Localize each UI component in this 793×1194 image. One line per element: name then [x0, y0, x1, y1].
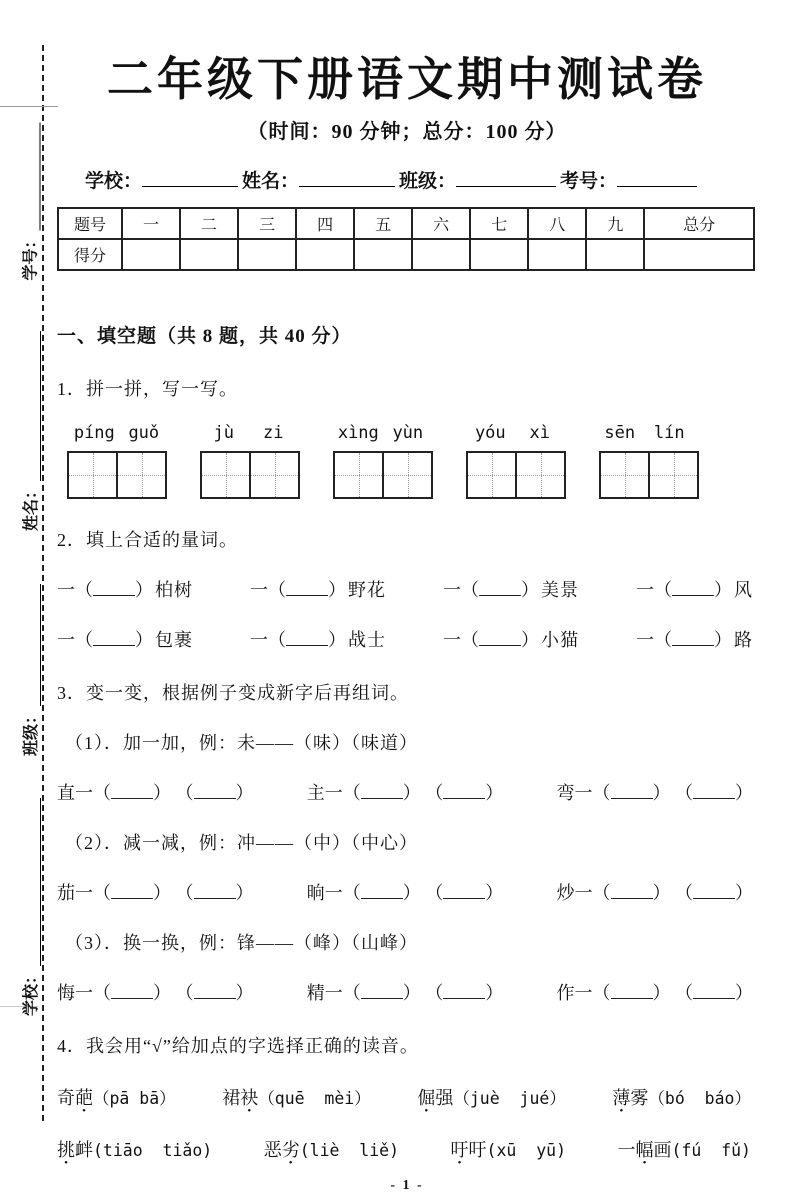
writing-grid [599, 451, 699, 499]
score-table-cell: 三 [238, 208, 296, 239]
score-table-cell: 七 [470, 208, 528, 239]
writing-grid-cell [69, 453, 116, 497]
blank-field [443, 780, 485, 799]
score-table-empty-cell [644, 239, 754, 270]
blank-field [611, 980, 653, 999]
margin-field-class [17, 566, 41, 756]
score-table-empty-cell [296, 239, 354, 270]
question-2-text: 2．填上合适的量词。 [57, 530, 238, 551]
writing-grid-cell [335, 453, 382, 497]
blank-field [693, 980, 735, 999]
dotted-character: 挑 [57, 1140, 75, 1161]
margin-field-school [17, 776, 41, 1016]
score-table-empty-cell [180, 239, 238, 270]
question-3-sub1: （1）．加一加，例：未——（味）（味道） [65, 733, 418, 754]
blank-field [93, 577, 135, 596]
margin-field-label: 班级： [23, 707, 40, 756]
blank-field [286, 577, 328, 596]
word-change-item: 作一（ ） （ ） [557, 979, 754, 1005]
seal-dashed-line [42, 45, 44, 1121]
pinyin-label: píng guǒ [73, 423, 160, 444]
measure-word-row [57, 626, 757, 652]
score-table-cell: 八 [528, 208, 586, 239]
info-field-class: 班级： [399, 166, 556, 193]
writing-grid [466, 451, 566, 499]
word-change-item: 悔一（ ） （ ） [57, 979, 254, 1005]
blank-field [142, 166, 238, 187]
score-table-cell: 总分 [644, 208, 754, 239]
pronunciation-row [57, 1136, 757, 1162]
blank-field [299, 166, 395, 187]
blank-field [693, 880, 735, 899]
dotted-character: 吁 [450, 1140, 469, 1161]
score-table-cell: 二 [180, 208, 238, 239]
dotted-character: 袂 [240, 1088, 259, 1109]
measure-word-item: 一（ ） 野花 [250, 576, 386, 602]
score-table-empty-cell [354, 239, 412, 270]
blank-field [361, 780, 403, 799]
word-change-row [57, 879, 757, 905]
writing-grid-cell [648, 453, 697, 497]
measure-word-item: 一（ ） 战士 [250, 626, 386, 652]
blank-field [361, 980, 403, 999]
measure-word-item: 一（ ） 小猫 [443, 626, 579, 652]
score-table-cell: 题号 [58, 208, 122, 239]
measure-word-row [57, 576, 757, 602]
measure-word-item: 一（ ） 路 [636, 626, 753, 652]
word-change-row [57, 779, 757, 805]
word-change-item: 主一（ ） （ ） [307, 779, 504, 805]
score-table [57, 207, 755, 271]
pronunciation-item: 一幅画(fú fǔ) [618, 1136, 751, 1162]
pronunciation-item: 裙袂（quē mèi） [222, 1084, 370, 1110]
score-table-score-row [58, 239, 754, 270]
info-field-exam-number: 考号： [560, 166, 697, 193]
blank-field [672, 577, 714, 596]
writing-grid-cell [202, 453, 249, 497]
blank-field [194, 880, 236, 899]
question-4-text: 4．我会用“√”给加点的字选择正确的读音。 [57, 1036, 419, 1057]
writing-grid [200, 451, 300, 499]
dotted-character: 幅 [635, 1140, 654, 1161]
pinyin-label: jù zi [213, 423, 284, 444]
exam-title: 二年级下册语文期中测试卷 [107, 53, 707, 105]
pronunciation-item: 倔强（juè jué） [417, 1084, 565, 1110]
pronunciation-row [57, 1084, 757, 1110]
writing-grid-cell [515, 453, 564, 497]
blank-field [456, 166, 556, 187]
blank-field [479, 627, 521, 646]
margin-field-student-id [17, 106, 41, 281]
score-table-empty-cell [238, 239, 296, 270]
info-field-school: 学校： [85, 166, 238, 193]
exam-subtitle: （时间：90 分钟；总分：100 分） [247, 121, 567, 144]
writing-grid [67, 451, 167, 499]
blank-field [611, 780, 653, 799]
writing-grid-cell [382, 453, 431, 497]
score-table-cell: 得分 [58, 239, 122, 270]
writing-grid-cell [601, 453, 648, 497]
pronunciation-item: 吁吁(xū yū) [451, 1136, 566, 1162]
pinyin-label: yóu xì [474, 423, 551, 444]
pinyin-row [57, 423, 757, 443]
dotted-character: 倔 [417, 1088, 436, 1109]
score-table-empty-cell [122, 239, 180, 270]
pinyin-label: xìng yùn [337, 423, 424, 444]
word-change-item: 直一（ ） （ ） [57, 779, 254, 805]
score-table-cell: 六 [412, 208, 470, 239]
margin-field-name [17, 311, 41, 531]
score-table-header-row [58, 208, 754, 239]
blank-field [672, 627, 714, 646]
pronunciation-item: 恶劣(liè liě) [264, 1136, 399, 1162]
blank-field [479, 577, 521, 596]
writing-grid-cell [468, 453, 515, 497]
main-content [57, 0, 757, 1194]
blank-field [111, 880, 153, 899]
info-field-name: 姓名： [242, 166, 395, 193]
blank-field [23, 331, 41, 481]
measure-word-item: 一（ ） 柏树 [57, 576, 193, 602]
writing-grid-cell [116, 453, 165, 497]
blank-field [443, 880, 485, 899]
question-1-text: 1．拼一拼，写一写。 [57, 379, 238, 400]
score-table-empty-cell [528, 239, 586, 270]
section-1-heading: 一、填空题（共 8 题，共 40 分） [57, 326, 352, 348]
word-change-item: 弯一（ ） （ ） [557, 779, 754, 805]
measure-word-item: 一（ ） 美景 [443, 576, 579, 602]
question-3-text: 3．变一变，根据例子变成新字后再组词。 [57, 683, 409, 704]
blank-field [111, 980, 153, 999]
blank-field [23, 584, 41, 706]
margin-field-label: 学校： [23, 967, 40, 1016]
blank-field [93, 627, 135, 646]
dotted-character: 薄 [612, 1088, 631, 1109]
blank-field [617, 166, 697, 187]
measure-word-item: 一（ ） 风 [636, 576, 753, 602]
pronunciation-item: 挑衅(tiāo tiǎo) [57, 1136, 212, 1162]
writing-grid [333, 451, 433, 499]
score-table-cell: 一 [122, 208, 180, 239]
student-info-line [57, 166, 757, 193]
dotted-character: 葩 [75, 1088, 93, 1109]
margin-field-label: 姓名： [23, 482, 40, 531]
word-change-item: 晌一（ ） （ ） [307, 879, 504, 905]
blank-field [23, 798, 41, 966]
blank-field [194, 980, 236, 999]
blank-field [111, 780, 153, 799]
blank-field [443, 980, 485, 999]
score-table-cell: 五 [354, 208, 412, 239]
score-table-empty-cell [470, 239, 528, 270]
word-change-row [57, 979, 757, 1005]
blank-field [611, 880, 653, 899]
measure-word-item: 一（ ） 包裹 [57, 626, 193, 652]
dotted-character: 劣 [281, 1140, 300, 1161]
score-table-empty-cell [586, 239, 644, 270]
question-3-sub3: （3）．换一换，例：锋——（峰）（山峰） [65, 933, 418, 954]
page-number: - 1 - [390, 1178, 424, 1194]
blank-field [194, 780, 236, 799]
pinyin-label: sēn lín [604, 423, 685, 444]
margin-field-label: 学号： [22, 232, 40, 281]
question-3-sub2: （2）．减一减，例：冲——（中）（中心） [65, 833, 418, 854]
word-change-item: 炒一（ ） （ ） [557, 879, 754, 905]
blank-field [23, 122, 41, 230]
writing-grid-row [57, 451, 757, 499]
blank-field [361, 880, 403, 899]
score-table-cell: 九 [586, 208, 644, 239]
writing-grid-cell [249, 453, 298, 497]
blank-field [286, 627, 328, 646]
score-table-empty-cell [412, 239, 470, 270]
word-change-item: 精一（ ） （ ） [307, 979, 504, 1005]
pronunciation-item: 奇葩（pā bā） [57, 1084, 176, 1110]
score-table-cell: 四 [296, 208, 354, 239]
word-change-item: 茄一（ ） （ ） [57, 879, 254, 905]
blank-field [693, 780, 735, 799]
pronunciation-item: 薄雾（bó báo） [612, 1084, 751, 1110]
